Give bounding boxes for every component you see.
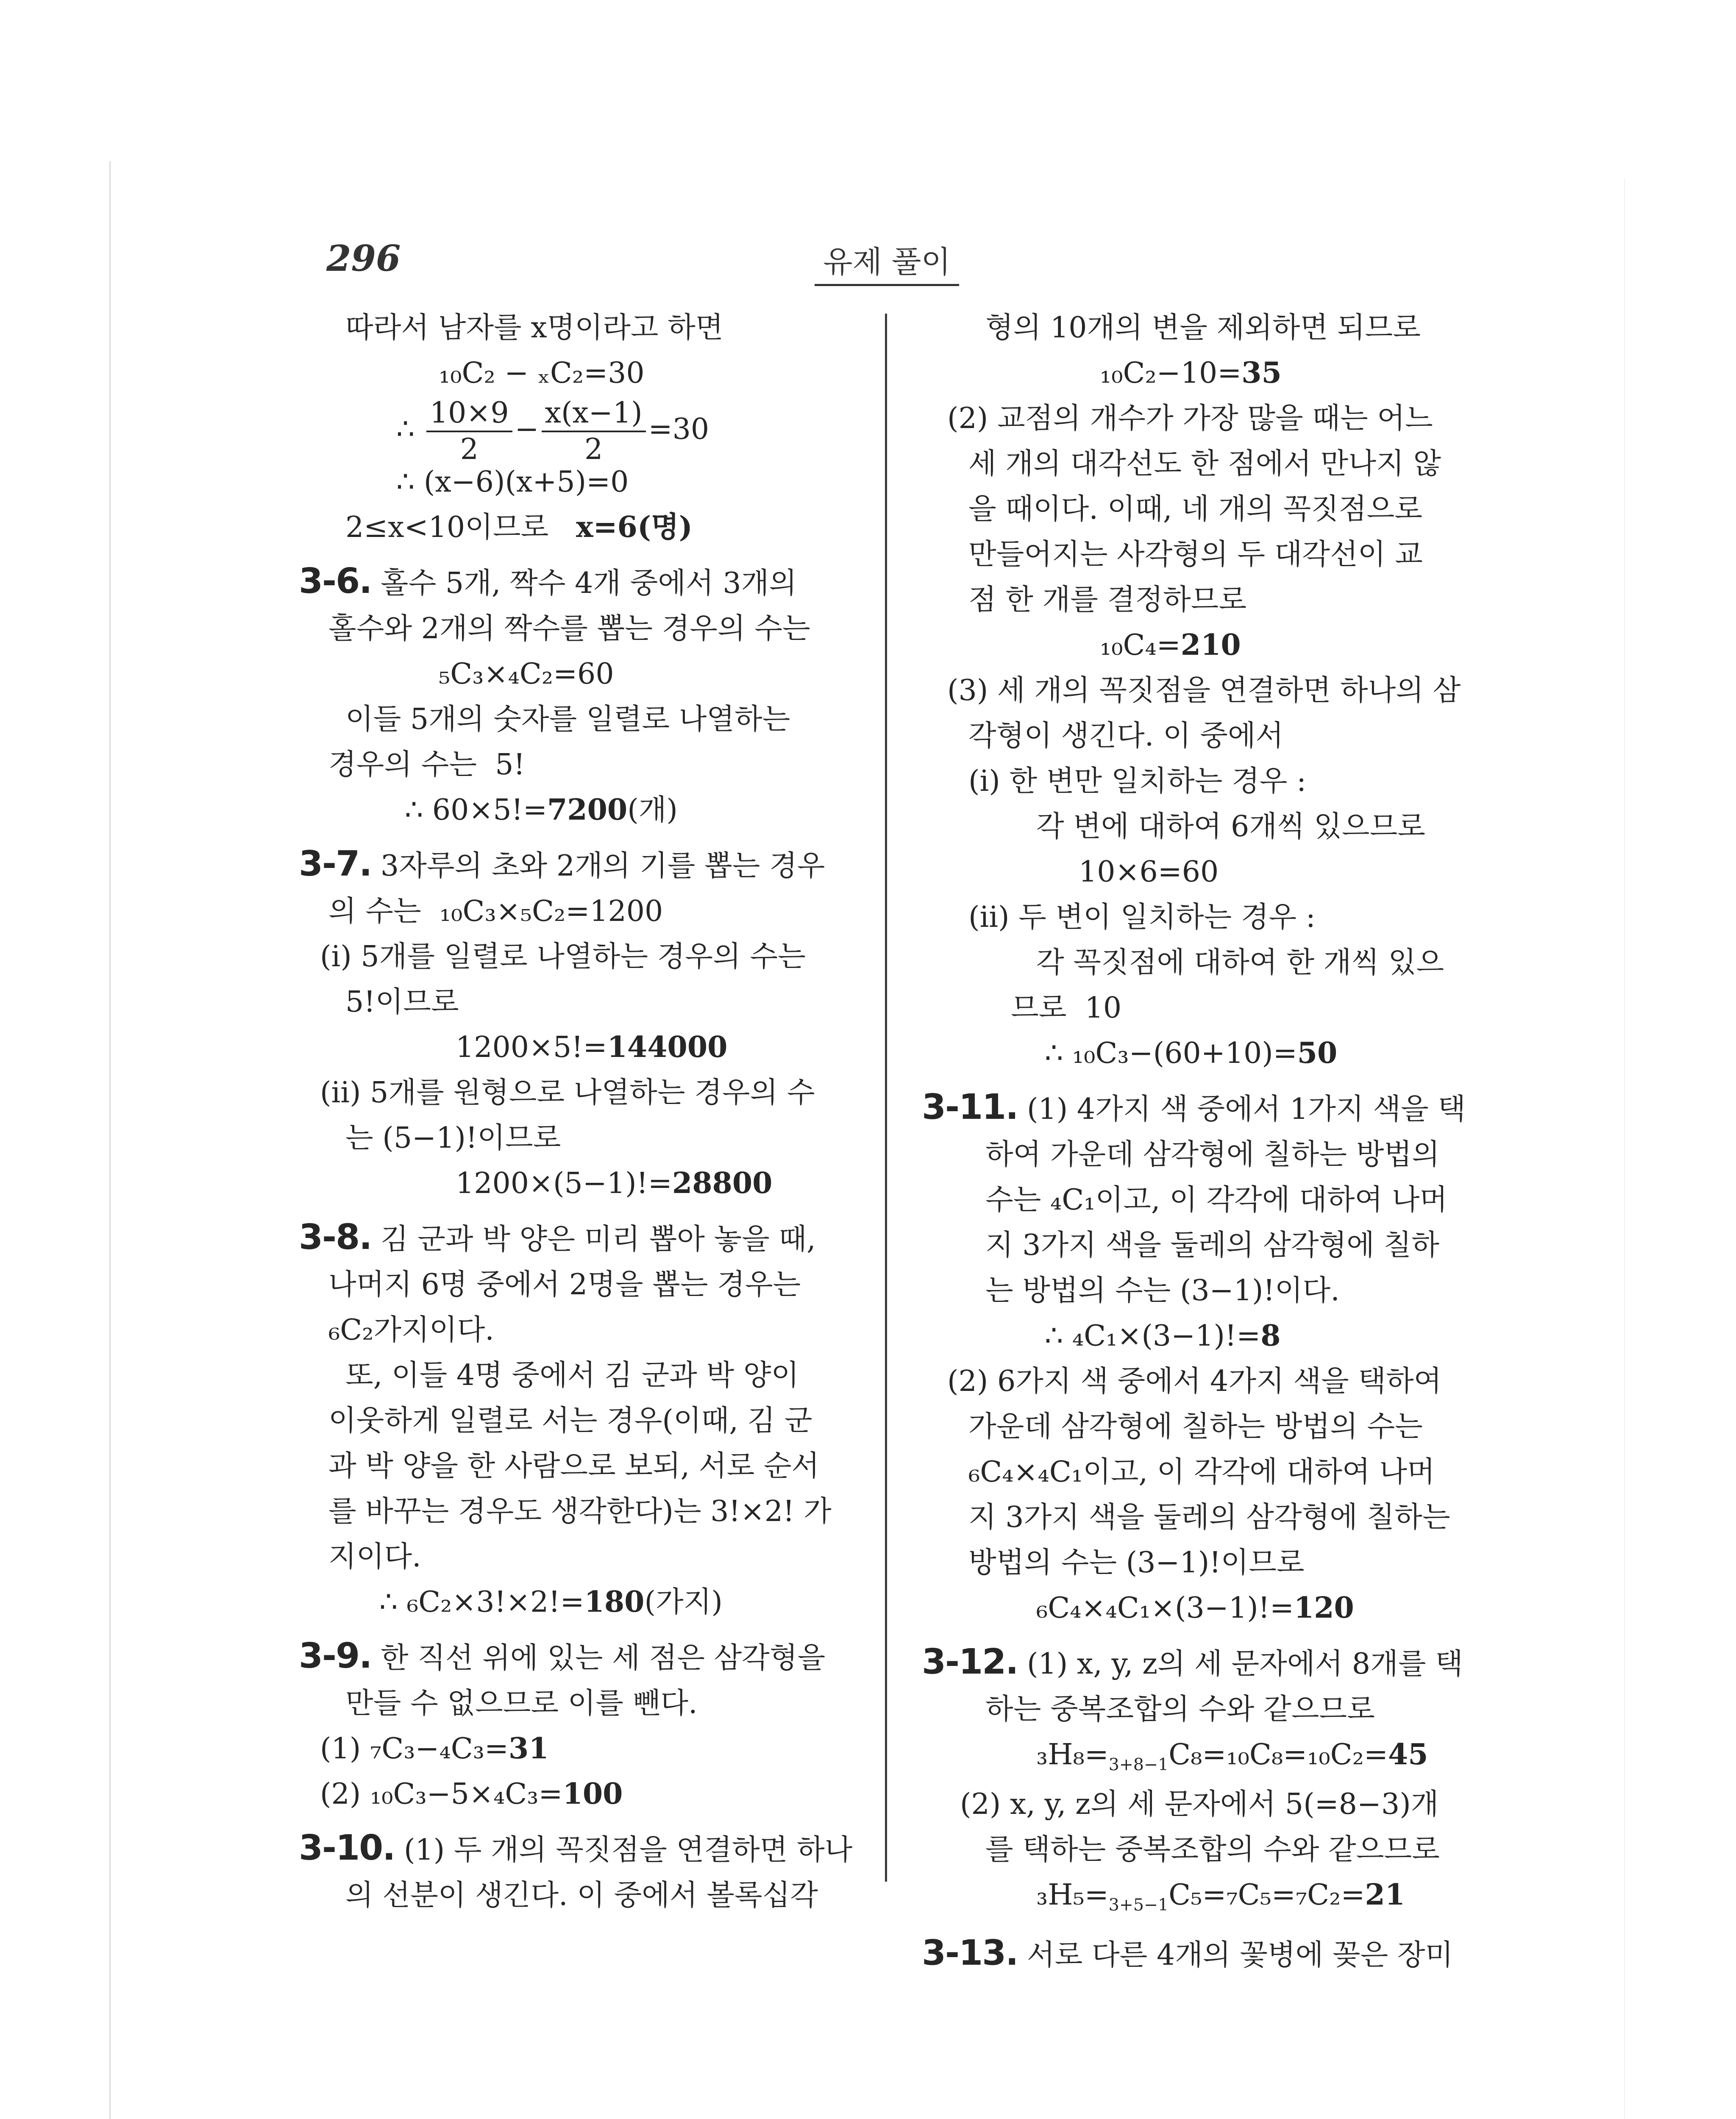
text-line: 세 개의 대각선도 한 점에서 만나지 않: [968, 447, 1441, 481]
unit: (개): [627, 793, 678, 827]
problem-number: 3-6.: [299, 561, 372, 601]
subscript: 3+8−1: [1108, 1755, 1169, 1774]
text-line: (1) x, y, z의 세 문자에서 8개를 택: [1027, 1647, 1463, 1681]
subscript: 3+5−1: [1108, 1895, 1169, 1915]
problem-3-9: [299, 1633, 867, 1681]
text-line: 므로 10: [1011, 991, 1122, 1025]
text-line: 는 (5−1)!이므로: [345, 1121, 561, 1155]
text-line: 서로 다른 4개의 꽃병에 꽂은 장미: [1027, 1938, 1453, 1972]
problem-number: 3-9.: [299, 1636, 372, 1676]
equation: ₃H₈=: [1036, 1738, 1109, 1771]
problem-number: 3-10.: [299, 1828, 395, 1868]
answer-line: [922, 1585, 1507, 1631]
equation: ₆C₄×₄C₁×(3−1)!=: [1036, 1591, 1294, 1625]
equation: C₅=₇C₅=₇C₂=: [1168, 1878, 1365, 1912]
problem-3-12: [922, 1639, 1507, 1687]
answer-line: [922, 1313, 1507, 1359]
text-line: 이들 5개의 숫자를 일렬로 나열하는: [345, 703, 790, 736]
answer: 28800: [672, 1166, 773, 1200]
text-line: 2≤x<10이므로: [345, 511, 549, 544]
text-line: (1) 4가지 색 중에서 1가지 색을 택: [1027, 1093, 1466, 1126]
equation: ∴ ₆C₂×3!×2!=: [379, 1585, 584, 1619]
equation: ₃H₅=: [1036, 1878, 1109, 1912]
answer: 144000: [607, 1030, 728, 1064]
answer-line: [922, 1872, 1507, 1922]
text-line: 과 박 양을 한 사람으로 보되, 서로 순서: [328, 1449, 820, 1483]
problem-3-10: [299, 1825, 867, 1873]
text-line: 홀수와 2개의 짝수를 뽑는 경우의 수는: [328, 612, 810, 645]
text-line: 홀수 5개, 짝수 4개 중에서 3개의: [380, 567, 797, 600]
problem-3-11: [922, 1085, 1507, 1132]
equation: ₅C₃×₄C₂=60: [439, 657, 614, 691]
therefore-symbol: ∴: [396, 412, 415, 446]
answer-line: [299, 1161, 867, 1206]
text-line: 만들 수 없으므로 이를 뺀다.: [345, 1687, 698, 1720]
problem-number: 3-12.: [922, 1642, 1018, 1682]
answer: x=6(명): [576, 510, 693, 544]
problem-3-13: [922, 1930, 1507, 1978]
equation: (2) ₁₀C₃−5×₄C₃=: [320, 1777, 563, 1811]
text-line: (i) 5개를 일렬로 나열하는 경우의 수는: [320, 940, 806, 973]
equation: (1) ₇C₃−₄C₃=: [320, 1732, 509, 1766]
unit: (가지): [644, 1585, 723, 1619]
text-line: 이웃하게 일렬로 서는 경우(이때, 김 군: [328, 1404, 812, 1438]
problem-number: 3-7.: [299, 844, 372, 884]
text-line: 가운데 삼각형에 칠하는 방법의 수는: [968, 1410, 1423, 1443]
text-line: 5!이므로: [345, 985, 459, 1019]
answer-line: [299, 1025, 867, 1070]
text-line: ₆C₄×₄C₁이고, 이 각각에 대하여 나머: [968, 1455, 1435, 1489]
text-line: 각 꼭짓점에 대하여 한 개씩 있으: [1036, 946, 1444, 979]
page-title: 유제 풀이: [815, 237, 959, 286]
minus-sign: −: [515, 412, 539, 446]
problem-number: 3-13.: [922, 1933, 1018, 1973]
equation: 10×6=60: [1079, 855, 1219, 889]
text-line: 경우의 수는 5!: [328, 748, 525, 781]
problem-3-6: [299, 559, 867, 606]
text-line: 의 수는 ₁₀C₃×₅C₂=1200: [328, 895, 663, 928]
text-line: 한 직선 위에 있는 세 점은 삼각형을: [380, 1641, 826, 1675]
text-line: 지 3가지 색을 둘레의 삼각형에 칠하: [985, 1229, 1439, 1262]
text-line: 는 방법의 수는 (3−1)!이다.: [985, 1274, 1340, 1307]
answer: 21: [1365, 1878, 1405, 1912]
text-line: 을 때이다. 이때, 네 개의 꼭짓점으로: [968, 492, 1422, 526]
text-line: 하는 중복조합의 수와 같으므로: [985, 1693, 1375, 1726]
text-line: 방법의 수는 (3−1)!이므로: [968, 1546, 1305, 1580]
fraction-denominator: 2: [460, 433, 479, 466]
text-line: (ii) 5개를 원형으로 나열하는 경우의 수: [320, 1076, 815, 1110]
text-line: ₆C₂가지이다.: [328, 1313, 494, 1347]
text-line: 만들어지는 사각형의 두 대각선이 교: [968, 538, 1423, 571]
text-line: (3) 세 개의 꼭짓점을 연결하면 하나의 삼: [947, 674, 1461, 707]
left-column: [299, 305, 867, 1918]
answer: 7200: [547, 793, 628, 827]
answer-line: [299, 1726, 867, 1771]
fraction: [542, 396, 646, 467]
text-line: 각형이 생긴다. 이 중에서: [968, 719, 1284, 753]
equation: ₁₀C₂−10=: [1100, 356, 1242, 390]
problem-number: 3-8.: [299, 1217, 372, 1257]
equation: ∴ (x−6)(x+5)=0: [396, 465, 629, 499]
fraction-equation: [299, 396, 867, 466]
answer: 50: [1297, 1036, 1338, 1070]
text-line: 각 변에 대하여 6개씩 있으므로: [1036, 810, 1425, 843]
equation: ∴ ₁₀C₃−(60+10)=: [1045, 1037, 1297, 1070]
right-column: [922, 305, 1507, 1978]
answer: 100: [562, 1777, 623, 1811]
equation-rhs: =30: [648, 412, 709, 446]
scan-edge-left: [109, 161, 111, 2119]
answer: 35: [1241, 356, 1282, 390]
text-line: 지 3가지 색을 둘레의 삼각형에 칠하는: [968, 1501, 1450, 1534]
equation: ∴ 60×5!=: [405, 793, 547, 827]
text-line: (2) 교점의 개수가 가장 많을 때는 어느: [947, 402, 1433, 435]
answer: 31: [509, 1732, 549, 1766]
equation: ∴ ₄C₁×(3−1)!=: [1045, 1319, 1261, 1353]
result-line: [299, 505, 867, 550]
text-line: (1) 두 개의 꼭짓점을 연결하면 하나: [403, 1833, 853, 1867]
equation: ₁₀C₄=: [1100, 628, 1181, 662]
answer: 210: [1180, 628, 1241, 662]
text-line: (i) 한 변만 일치하는 경우 :: [968, 765, 1306, 798]
text-line: 형의 10개의 변을 제외하면 되므로: [985, 311, 1421, 345]
fraction-numerator: 10×9: [426, 396, 512, 432]
text-line: (ii) 두 변이 일치하는 경우 :: [968, 901, 1316, 934]
answer: 120: [1294, 1591, 1354, 1625]
equation: C₈=₁₀C₈=₁₀C₂=: [1168, 1738, 1388, 1771]
answer-line: [922, 1031, 1507, 1076]
answer-line: [299, 1580, 867, 1625]
text-line: (2) 6가지 색 중에서 4가지 색을 택하여: [947, 1365, 1442, 1398]
answer-line: [299, 1771, 867, 1817]
text-line: (2) x, y, z의 세 문자에서 5(=8−3)개: [960, 1788, 1439, 1821]
answer: 45: [1388, 1738, 1428, 1771]
problem-number: 3-11.: [922, 1087, 1018, 1127]
text-line: 를 바꾸는 경우도 생각한다)는 3!×2! 가: [328, 1495, 832, 1528]
equation: ₁₀C₂ − ₓC₂=30: [439, 356, 645, 390]
text-line: 점 한 개를 결정하므로: [968, 583, 1247, 617]
scan-edge-right: [1624, 178, 1625, 2119]
text-line: 지이다.: [328, 1540, 421, 1574]
problem-3-7: [299, 841, 867, 889]
page-number: 296: [326, 237, 401, 279]
text-line: 또, 이들 4명 중에서 김 군과 박 양이: [345, 1359, 799, 1392]
text-line: 를 택하는 중복조합의 수와 같으므로: [985, 1833, 1440, 1866]
answer-line: [922, 623, 1507, 668]
fraction-numerator: x(x−1): [542, 396, 646, 432]
text-line: 의 선분이 생긴다. 이 중에서 볼록십각: [345, 1879, 818, 1912]
fraction: [426, 396, 512, 467]
text-line: 나머지 6명 중에서 2명을 뽑는 경우는: [328, 1268, 801, 1301]
text-line: 하여 가운데 삼각형에 칠하는 방법의: [985, 1138, 1440, 1171]
answer-line: [922, 1732, 1507, 1782]
answer: 180: [584, 1585, 645, 1619]
fraction-denominator: 2: [584, 433, 603, 466]
text-line: 3자루의 초와 2개의 기를 뽑는 경우: [380, 849, 825, 883]
equation: 1200×(5−1)!=: [456, 1167, 672, 1200]
text-line: 김 군과 박 양은 미리 뽑아 놓을 때,: [380, 1223, 816, 1256]
column-divider: [885, 314, 887, 1882]
text-line: 수는 ₄C₁이고, 이 각각에 대하여 나머: [985, 1183, 1448, 1217]
text-line: 따라서 남자를 x명이라고 하면: [345, 311, 723, 345]
equation: 1200×5!=: [456, 1031, 607, 1064]
answer-line: [922, 350, 1507, 396]
answer: 8: [1260, 1319, 1281, 1353]
answer-line: [299, 787, 867, 833]
problem-3-8: [299, 1215, 867, 1262]
